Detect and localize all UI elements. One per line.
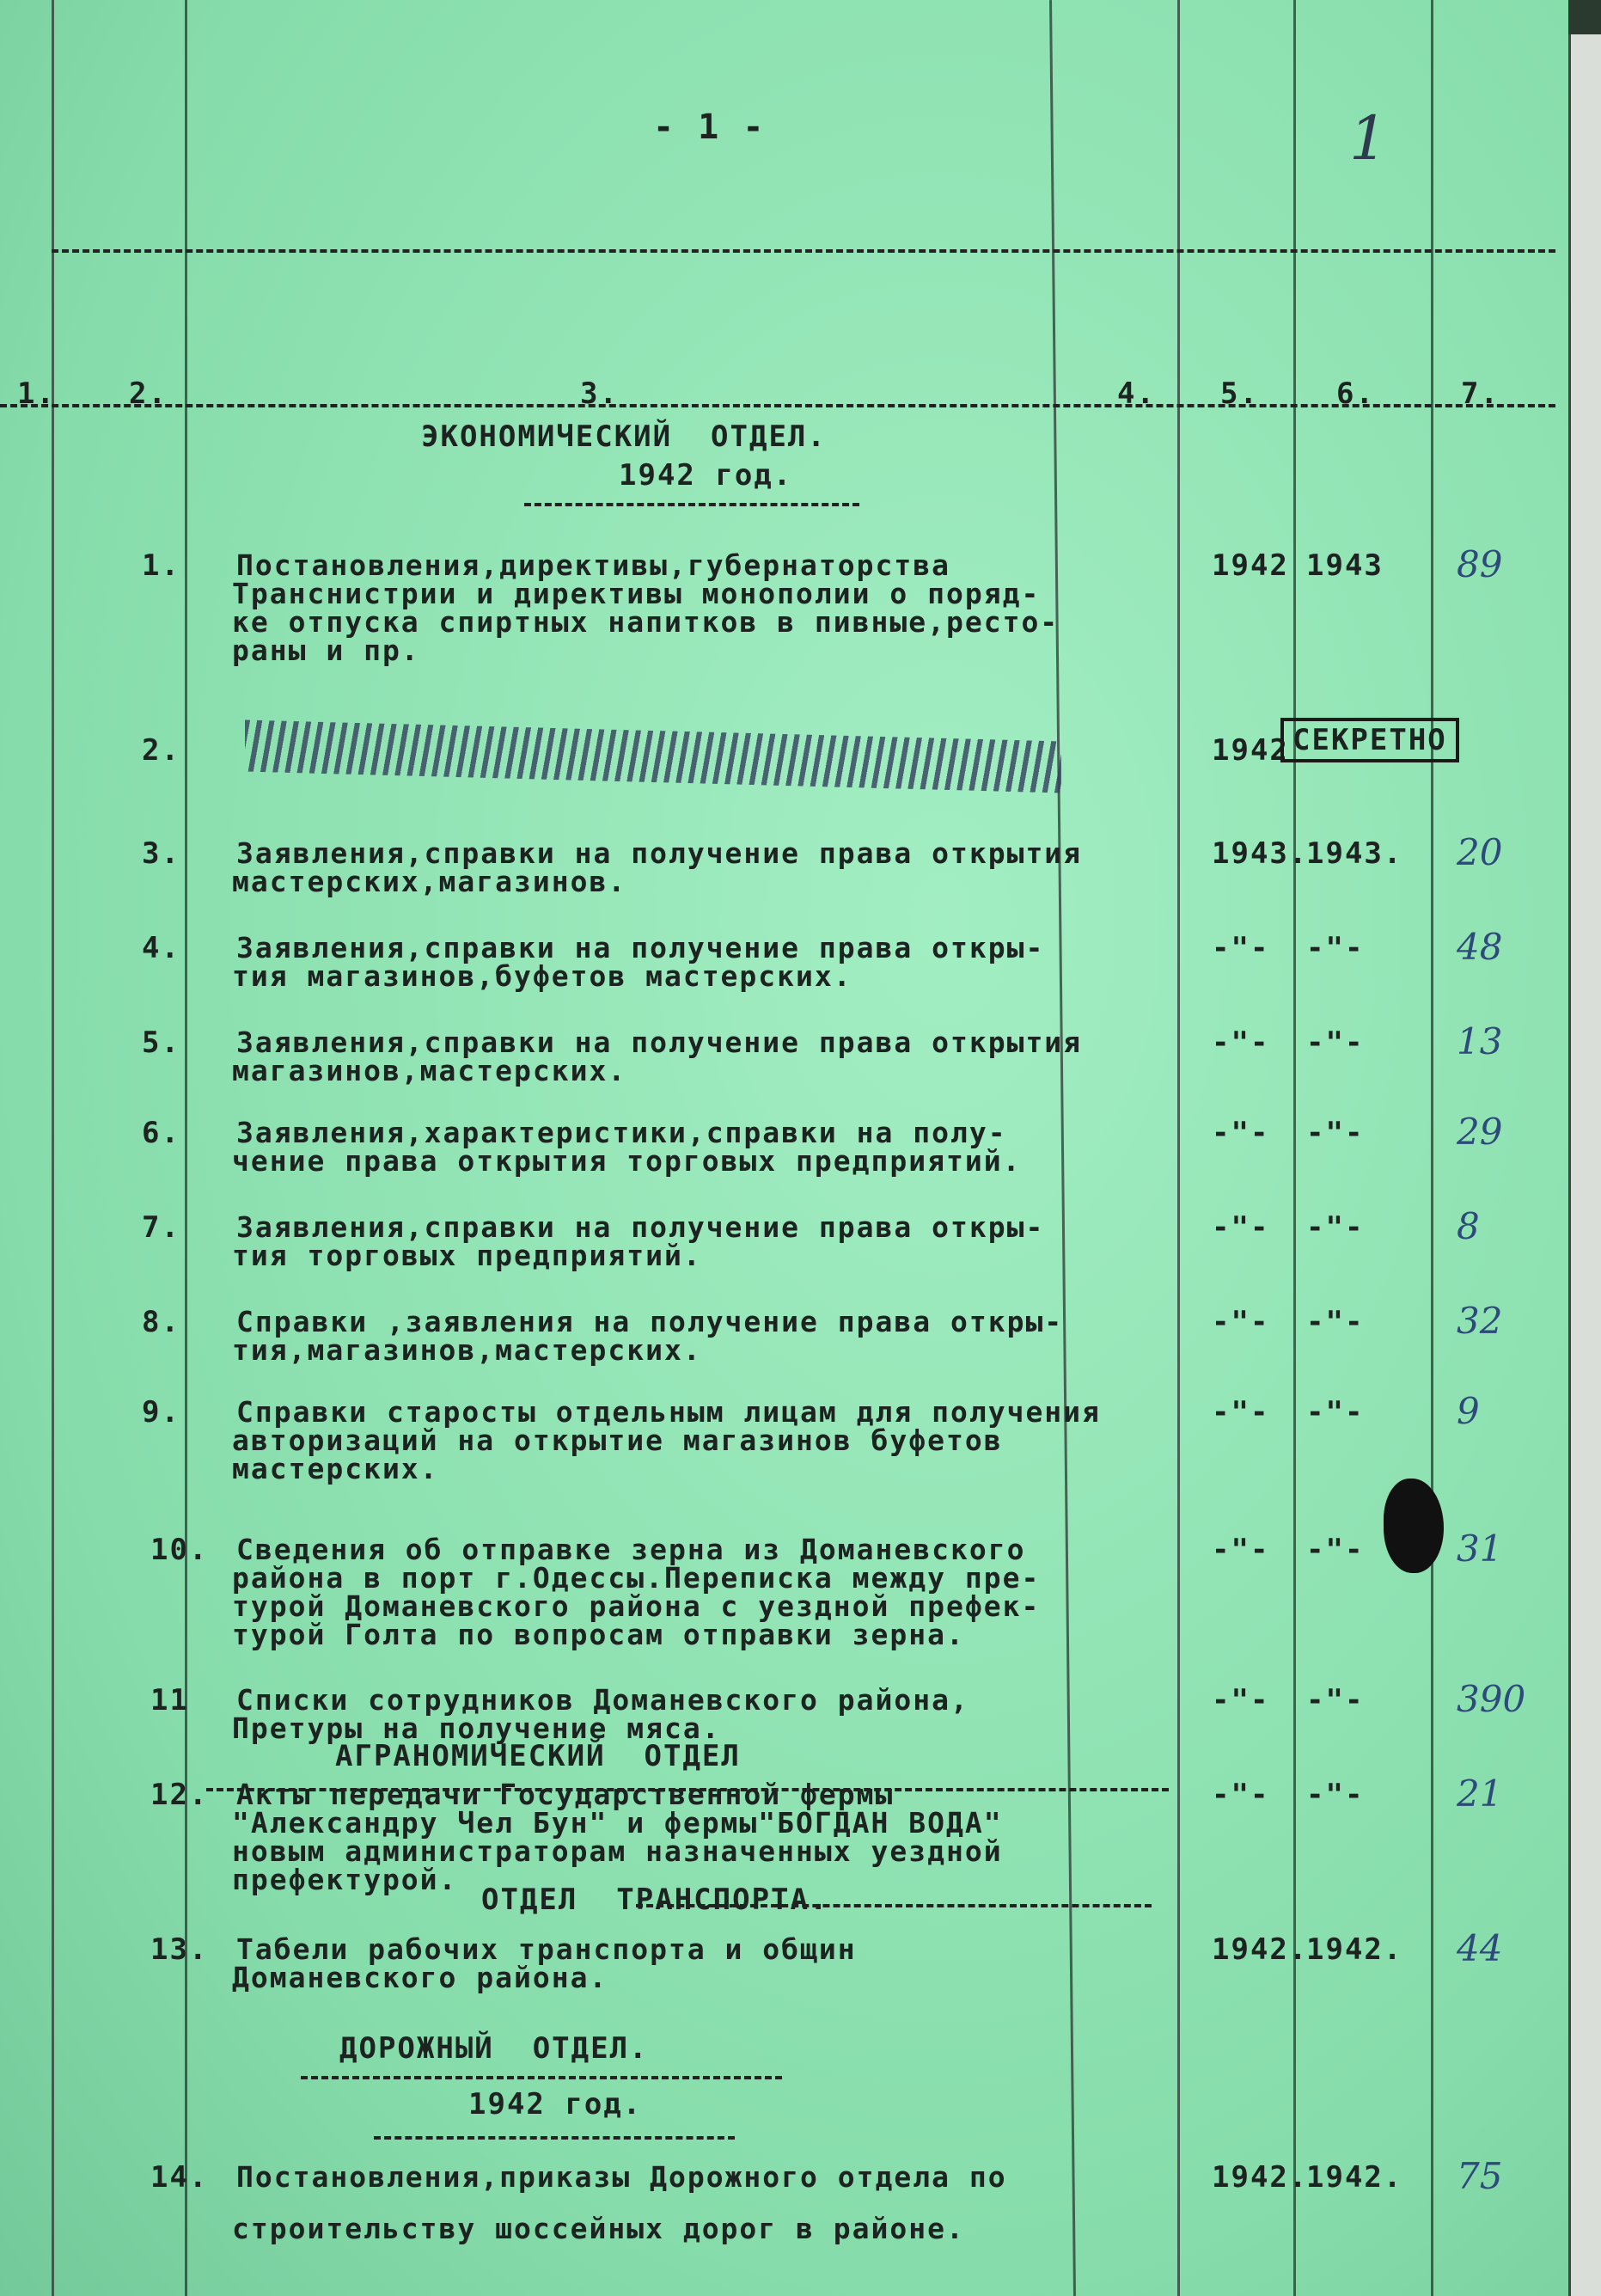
entry-text-line: Заявления,характеристики,справки на полу-: [236, 1116, 1007, 1149]
section-title: ОТДЕЛ ТРАНСПОРТА.: [481, 1883, 829, 1917]
section-title: ЭКОНОМИЧЕСКИЙ ОТДЕЛ.: [421, 419, 827, 454]
entry-end-year: 1943.: [1306, 836, 1403, 871]
ink-blot: [1384, 1479, 1444, 1573]
entry-number: 9.: [142, 1395, 180, 1430]
entry-start-year: -"-: [1212, 1210, 1270, 1245]
entry-text-line: тия,магазинов,мастерских.: [232, 1333, 702, 1367]
section-underline: [374, 2136, 735, 2140]
entry-page-count: 21: [1457, 1773, 1503, 1815]
entry-end-year: -"-: [1306, 1778, 1365, 1812]
entry-text-line: ке отпуска спиртных напитков в пивные,ресто-: [232, 605, 1060, 639]
entry-page-count: 48: [1457, 926, 1503, 968]
entry-number: 10.: [150, 1533, 209, 1567]
entry-number: 6.: [142, 1116, 180, 1150]
entry-text-line: префектурой.: [232, 1863, 458, 1896]
entry-end-year: 1942.: [1306, 2160, 1403, 2195]
entry-end-year: 1942.: [1306, 1932, 1403, 1967]
entry-page-count: 8: [1457, 1205, 1480, 1247]
entry-text-line: мастерских.: [232, 1452, 439, 1485]
entry-text-line: тия торговых предприятий.: [232, 1239, 702, 1272]
entry-start-year: -"-: [1212, 1395, 1270, 1430]
entry-page-count: 29: [1457, 1111, 1503, 1153]
entry-page-count: 9: [1457, 1390, 1480, 1432]
entry-text-line: "Александру Чел Бун" и фермы"БОГДАН ВОДА": [232, 1806, 1003, 1840]
header-divider: [52, 249, 1555, 253]
entry-number: 1.: [142, 548, 180, 583]
column-header: 7.: [1461, 377, 1500, 411]
entry-text-line: Доманевского района.: [232, 1961, 608, 1994]
column-header: 4.: [1117, 377, 1156, 411]
section-title: АГРАНОМИЧЕСКИЙ ОТДЕЛ: [335, 1739, 741, 1773]
entry-number: 2.: [142, 733, 180, 768]
entry-text-line: Табели рабочих транспорта и общин: [236, 1932, 857, 1966]
section-rule: [206, 1788, 1169, 1791]
entry-number: 3.: [142, 836, 180, 871]
entry-end-year: -"-: [1306, 1533, 1365, 1567]
entry-page-count: 44: [1457, 1927, 1503, 1969]
section-title: ДОРОЖНЫЙ ОТДЕЛ.: [339, 2031, 649, 2066]
entry-text-line: Сведения об отправке зерна из Доманевского: [236, 1533, 1026, 1566]
entry-start-year: 1942: [1212, 733, 1289, 768]
column-header-divider: [0, 404, 1555, 407]
entry-end-year: -"-: [1306, 1026, 1365, 1060]
page-number: - 1 -: [653, 107, 766, 147]
column-header: 2.: [129, 377, 168, 411]
entry-page-count: 75: [1457, 2155, 1503, 2197]
entry-start-year: 1942.: [1212, 2160, 1309, 2195]
column-header: 1.: [17, 377, 56, 411]
entry-text-line: тия магазинов,буфетов мастерских.: [232, 959, 852, 993]
entry-text-line: Постановления,директивы,губернаторства: [236, 548, 950, 582]
entry-end-year: -"-: [1306, 1116, 1365, 1150]
column-rule: [1431, 0, 1433, 2296]
entry-start-year: -"-: [1212, 1116, 1270, 1150]
entry-start-year: -"-: [1212, 1305, 1270, 1339]
entry-number: 4.: [142, 931, 180, 965]
column-header: 5.: [1220, 377, 1259, 411]
section-underline: [301, 2076, 782, 2079]
entry-end-year: -"-: [1306, 1395, 1365, 1430]
column-header: 6.: [1336, 377, 1375, 411]
section-year: 1942 год.: [468, 2087, 643, 2122]
entry-end-year: -"-: [1306, 931, 1365, 965]
entry-start-year: -"-: [1212, 1778, 1270, 1812]
entry-start-year: 1943.: [1212, 836, 1309, 871]
entry-end-year: -"-: [1306, 1305, 1365, 1339]
entry-number: 11: [150, 1683, 189, 1717]
entry-text-line: Заявления,справки на получение права открытия: [236, 836, 1083, 870]
entry-end-year: 1943: [1306, 548, 1384, 583]
column-header: 3.: [580, 377, 619, 411]
entry-text-line: Постановления,приказы Дорожного отдела по: [236, 2160, 1007, 2194]
entry-page-count: 390: [1457, 1678, 1526, 1720]
entry-page-count: 32: [1457, 1300, 1503, 1342]
entry-start-year: -"-: [1212, 1026, 1270, 1060]
entry-text-line: Заявления,справки на получение права откры-: [236, 1210, 1045, 1244]
entry-text-line: турой Доманевского района с уездной префек-: [232, 1589, 1041, 1623]
column-rule: [1177, 0, 1180, 2296]
entry-text-line: Заявления,справки на получение права откры-: [236, 931, 1045, 964]
entry-number: 5.: [142, 1026, 180, 1060]
entry-number: 8.: [142, 1305, 180, 1339]
entry-text-line: магазинов,мастерских.: [232, 1054, 627, 1087]
entry-start-year: -"-: [1212, 1533, 1270, 1567]
entry-page-count: 31: [1457, 1528, 1503, 1570]
entry-text-line: Претуры на получение мяса.: [232, 1711, 721, 1745]
entry-number: 7.: [142, 1210, 180, 1245]
column-rule: [52, 0, 54, 2296]
section-underline: [524, 503, 859, 506]
entry-start-year: -"-: [1212, 1683, 1270, 1717]
entry-page-count: 13: [1457, 1020, 1503, 1062]
entry-start-year: 1942.: [1212, 1932, 1309, 1967]
entry-text-line: строительству шоссейных дорог в районе.: [232, 2212, 965, 2245]
entry-text-line: Справки ,заявления на получение права откры-: [236, 1305, 1064, 1338]
entry-text-line: района в порт г.Одессы.Переписка между пре-: [232, 1561, 1041, 1595]
entry-text-line: Акты передачи Государственной фермы: [236, 1778, 895, 1811]
entry-text-line: Списки сотрудников Доманевского района,: [236, 1683, 969, 1717]
entry-text-line: авторизаций на открытие магазинов буфетов: [232, 1424, 1003, 1457]
entry-text-line: новым администраторам назначенных уездной: [232, 1834, 1003, 1868]
section-year: 1942 год.: [619, 458, 793, 493]
entry-end-year: -"-: [1306, 1210, 1365, 1245]
entry-page-count: 20: [1457, 831, 1503, 873]
entry-text-line: мастерских,магазинов.: [232, 865, 627, 898]
pencil-page-number: 1: [1349, 103, 1388, 174]
entry-start-year: 1942: [1212, 548, 1289, 583]
entry-number: 14.: [150, 2160, 209, 2195]
entry-text-line: чение права открытия торговых предприятий.: [232, 1144, 1022, 1178]
entry-text-line: Справки старосты отдельным лицам для получения: [236, 1395, 1101, 1429]
secret-stamp: СЕКРЕТНО: [1280, 718, 1459, 762]
entry-page-count: 89: [1457, 543, 1503, 585]
entry-text-line: Заявления,справки на получение права открытия: [236, 1026, 1083, 1059]
entry-text-line: турой Голта по вопросам отправки зерна.: [232, 1618, 965, 1651]
page-edge: [1568, 34, 1601, 2296]
entry-text-line: раны и пр.: [232, 634, 420, 667]
entry-text-line: Транснистрии и директивы монополии о поряд-: [232, 577, 1041, 610]
entry-start-year: -"-: [1212, 931, 1270, 965]
entry-end-year: -"-: [1306, 1683, 1365, 1717]
entry-number: 13.: [150, 1932, 209, 1967]
entry-number: 12.: [150, 1778, 209, 1812]
